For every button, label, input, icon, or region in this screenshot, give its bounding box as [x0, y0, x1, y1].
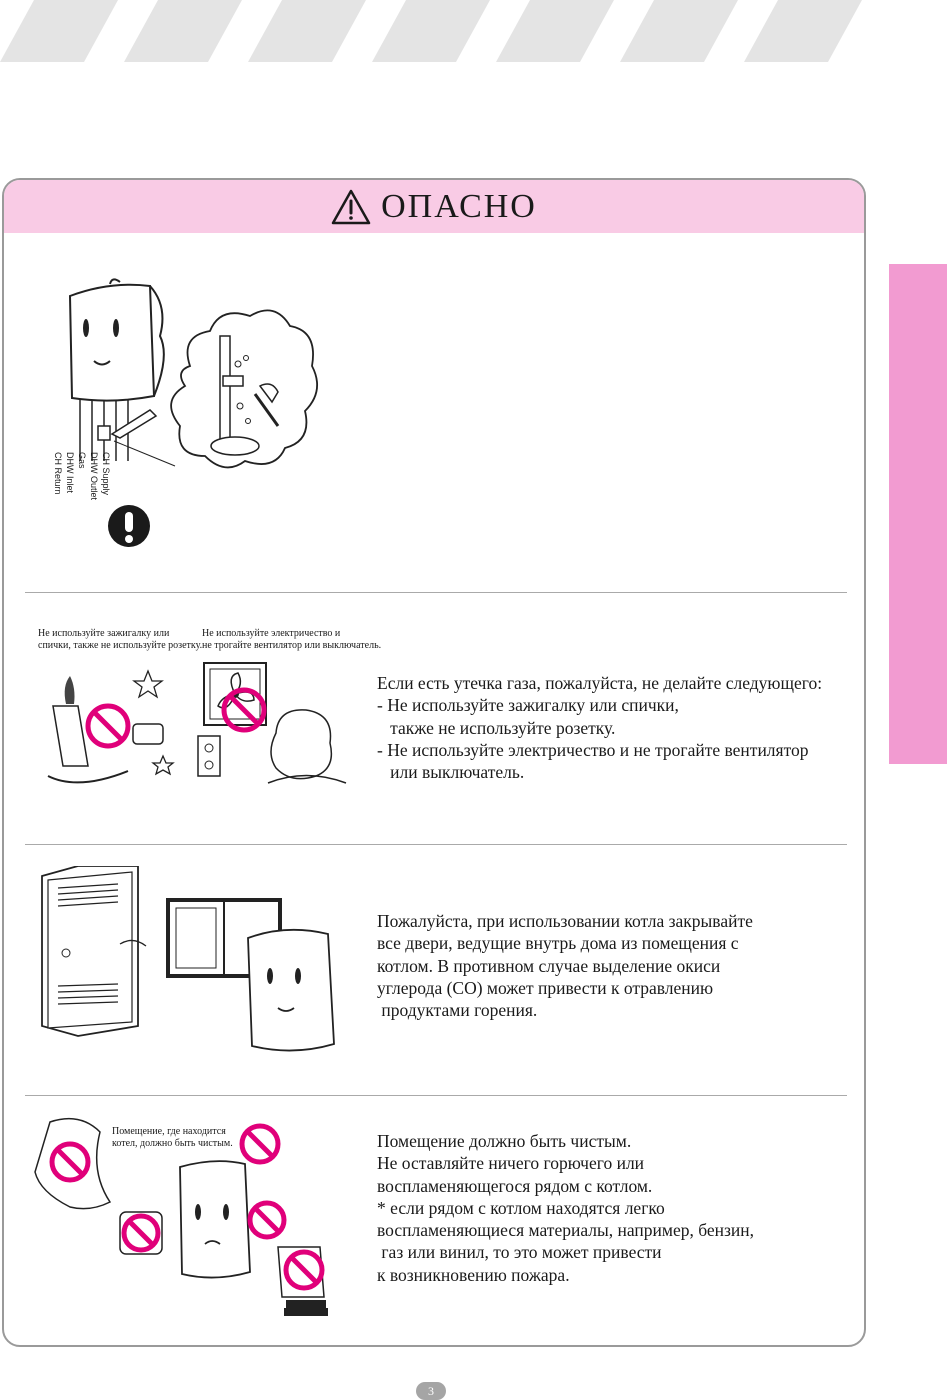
pipe-label-gas: Gas: [77, 452, 87, 469]
section-divider: [25, 844, 847, 845]
pipe-label-ch-return: CH Return: [53, 452, 63, 495]
header-stripes: [0, 0, 947, 62]
caption-no-electricity: Не используйте электричество и не трогайте вентилятор или выключатель.: [202, 628, 382, 651]
panel-header: [4, 180, 864, 233]
pipe-label-dhw-inlet: DHW Inlet: [65, 452, 75, 494]
danger-panel: [2, 178, 866, 1347]
section-divider: [25, 592, 847, 593]
fan-switch-illustration: [196, 658, 356, 798]
page-number: 3: [416, 1382, 446, 1400]
gas-leak-text: Если есть утечка газа, пожалуйста, не делайте следующего: - Не используйте зажигалку или спички, также не используйте розетку. - Не используйте электричество и не трогайте вентилятор или выключатель.: [377, 673, 823, 783]
pipe-label-ch-supply: CH Supply: [101, 452, 111, 496]
caption-clean-room: Помещение, где находится котел, должно быть чистым.: [112, 1126, 233, 1149]
pipe-label-dhw-outlet: DHW Outlet: [89, 452, 99, 501]
exclamation-icon: [106, 503, 152, 549]
clean-room-text: Помещение должно быть чистым. Не оставляйте ничего горючего или воспламеняющегося рядом с котлом. * если рядом с котлом находятся легко воспламеняющиеся материалы, например, бензин, газ или винил, то это может привести к возникновению пожара.: [377, 1131, 755, 1285]
section-divider: [25, 1095, 847, 1096]
door-boiler-illustration: [38, 866, 358, 1062]
lighter-socket-illustration: [38, 666, 188, 796]
caption-no-lighter: Не используйте зажигалку или спички, также не используйте розетку.: [38, 628, 203, 651]
warning-triangle-icon: [331, 189, 371, 225]
page-title: ОПАСНО: [381, 187, 537, 225]
close-doors-text: Пожалуйста, при использовании котла закрывайте все двери, ведущие внутрь дома из помещения с котлом. В противном случае выделение окиси углерода (CO) может привести к отравлению продуктами горения.: [377, 911, 753, 1021]
clean-room-illustration: [30, 1112, 330, 1322]
side-tab: [889, 264, 947, 764]
